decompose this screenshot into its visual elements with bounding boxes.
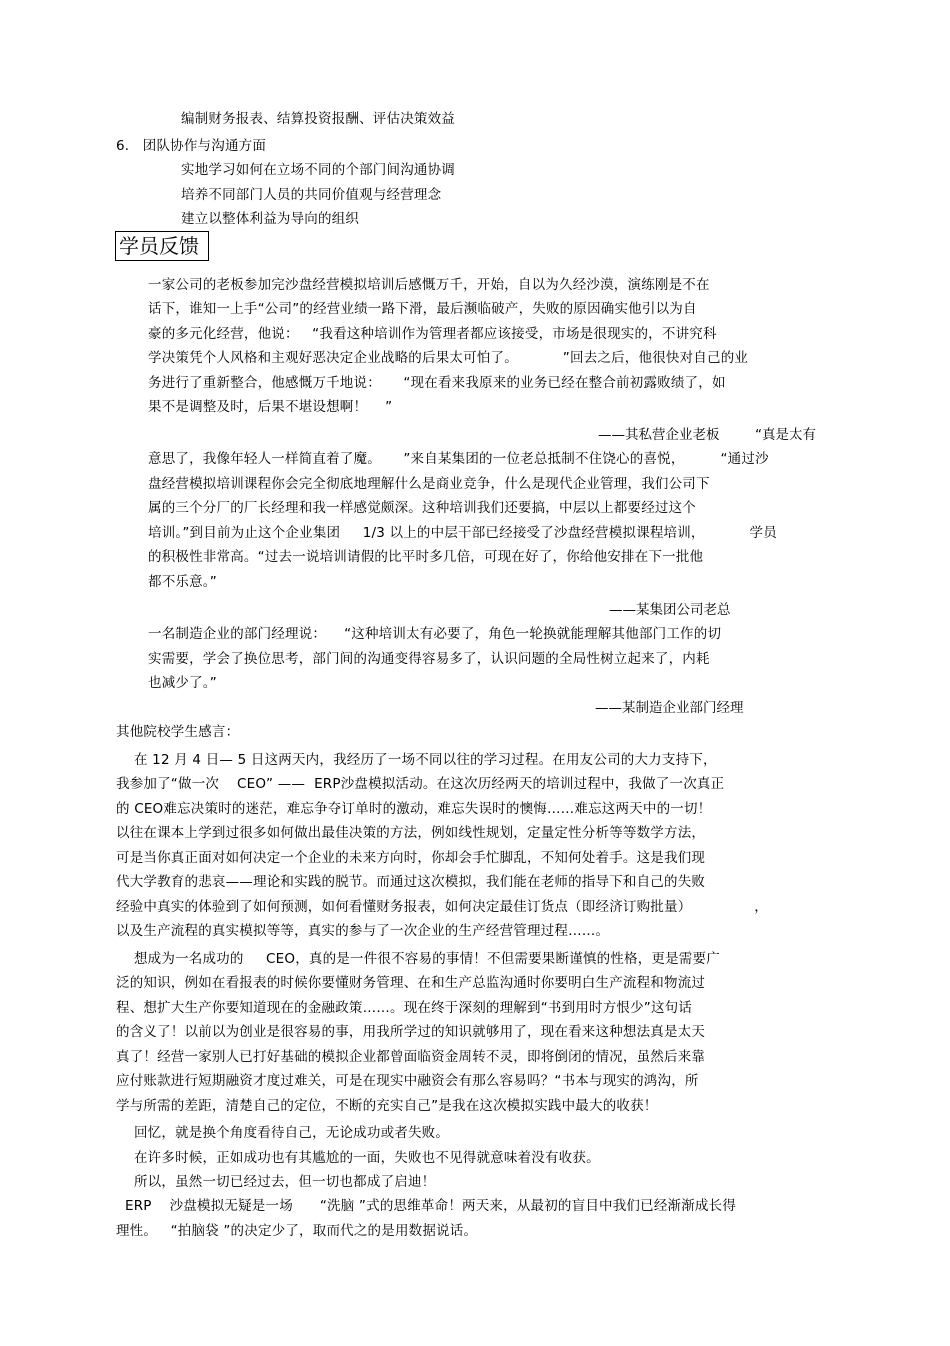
body-line: 程、想扩大生产你要知道现在的金融政策……。现在终于深刻的理解到“书到用时方恨少”这句话	[116, 1000, 693, 1016]
body-line: 的 CEO难忘决策时的迷茫，难忘争夺订单时的激动，难忘失误时的懊悔……难忘这两天中的一切！	[116, 801, 712, 817]
quote-line: 也减少了。”	[148, 675, 217, 691]
body-line: 学与所需的差距，清楚自己的定位，不断的充实自己”是我在这次模拟实践中最大的收获！	[116, 1098, 658, 1114]
quote-line: 务进行了重新整合，他感慨万千地说： “现在看来我原来的业务已经在整合前初露败绩了，如	[148, 375, 726, 391]
signature-2: ——某集团公司老总	[609, 602, 731, 618]
quote-line: 的积极性非常高。“过去一说培训请假的比平时多几倍，可现在好了，你给他安排在下一批他	[148, 549, 704, 565]
body-line: 的含义了！以前以为创业是很容易的事，用我所学过的知识就够用了，现在看来这种想法真是太天	[116, 1024, 706, 1040]
section-6-item: 培养不同部门人员的共同价值观与经营理念	[181, 187, 442, 203]
body-line: 理性。 “拍脑袋 ”的决定少了，取而代之的是用数据说话。	[116, 1223, 478, 1239]
body-line: 在 12 月 4 日— 5 日这两天内，我经历了一场不同以往的学习过程。在用友公司的大力支持下，	[116, 752, 717, 768]
body-line: 可是当你真正面对如何决定一个企业的未来方向时，你却会手忙脚乱，不知何处着手。这是我们现	[116, 850, 706, 866]
quote-line: 意思了，我像年轻人一样简直着了魔。 ”来自某集团的一位老总抵制不住饶心的喜悦， “通过沙	[148, 451, 769, 467]
quote-2-head: “真是太有	[755, 427, 816, 443]
body-line: 在许多时候，正如成功也有其尴尬的一面，失败也不见得就意味着没有收获。	[116, 1150, 600, 1166]
signature-1: ——其私营企业老板	[598, 427, 720, 443]
section-6-item: 实地学习如何在立场不同的个部门间沟通协调	[181, 162, 455, 178]
quote-line: 培训。”到目前为止这个企业集团 1/3 以上的中层干部已经接受了沙盘经营模拟课程培训， 学员	[148, 525, 777, 541]
body-line: 泛的知识，例如在看报表的时候你要懂财务管理、在和生产总监沟通时你要明白生产流程和物流过	[116, 975, 706, 991]
quote-line: 豪的多元化经营，他说： “我看这种培训作为管理者都应该接受，市场是很现实的，不讲究科	[148, 326, 717, 342]
body-line: 所以，虽然一切已经过去，但一切也都成了启迪！	[116, 1174, 436, 1190]
top-item: 编制财务报表、结算投资报酬、评估决策效益	[181, 111, 455, 127]
section-6-title: 6. 团队协作与沟通方面	[116, 138, 267, 154]
body-line: 回忆，就是换个角度看待自己，无论成功或者失败。	[116, 1125, 450, 1141]
quote-line: 话下，谁知一上手“公司”的经营业绩一路下滑，最后濒临破产，失败的原因确实他引以为自	[148, 301, 697, 317]
body-line: 真了！经营一家别人已打好基础的模拟企业都曾面临资金周转不灵，即将倒闭的情况，虽然后来靠	[116, 1049, 706, 1065]
signature-3: ——某制造企业部门经理	[595, 700, 744, 716]
quote-line: 一名制造企业的部门经理说： “这种培训太有必要了，角色一轮换就能理解其他部门工作的切	[148, 626, 722, 642]
body-line: 想成为一名成功的 CEO，真的是一件很不容易的事情！不但需要果断谨慎的性格，更是需要广	[116, 951, 720, 967]
body-line: 应付账款进行短期融资才度过难关，可是在现实中融资会有那么容易吗？“书本与现实的鸿沟，所	[116, 1073, 699, 1089]
quote-line: 实需要，学会了换位思考，部门间的沟通变得容易多了，认识问题的全局性树立起来了，内耗	[148, 651, 710, 667]
quote-line: 都不乐意。”	[148, 574, 217, 590]
others-title: 其他院校学生感言：	[116, 724, 240, 740]
feedback-heading: 学员反馈	[115, 231, 209, 261]
body-line: ERP 沙盘模拟无疑是一场 “洗脑 ”式的思维革命！两天来，从最初的盲目中我们已经渐渐成长得	[116, 1198, 737, 1214]
body-line: 我参加了“做一次 CEO” —— ERP沙盘模拟活动。在这次历经两天的培训过程中，我做了一次真正	[116, 776, 725, 792]
quote-line: 一家公司的老板参加完沙盘经营模拟培训后感慨万千，开始，自以为久经沙漠，演练刚是不在	[148, 277, 710, 293]
quote-line: 学决策凭个人风格和主观好恶决定企业战略的后果太可怕了。 ”回去之后，他很快对自己的业	[148, 350, 749, 366]
quote-line: 果不是调整及时，后果不堪设想啊！ ”	[148, 399, 393, 415]
quote-line: 盘经营模拟培训课程你会完全彻底地理解什么是商业竞争，什么是现代企业管理，我们公司下	[148, 476, 710, 492]
body-line: 代大学教育的悲哀——理论和实践的脱节。而通过这次模拟，我们能在老师的指导下和自己的失败	[116, 874, 706, 890]
body-line: 以往在课本上学到过很多如何做出最佳决策的方法，例如线性规划，定量定性分析等等数学方法，	[116, 825, 706, 841]
body-line: 以及生产流程的真实模拟等等，真实的参与了一次企业的生产经营管理过程……。	[116, 923, 610, 939]
quote-line: 属的三个分厂的厂长经理和我一样感觉颇深。这种培训我们还要搞，中层以上都要经过这个	[148, 500, 696, 516]
section-6-item: 建立以整体利益为导向的组织	[181, 211, 360, 227]
body-line: 经验中真实的体验到了如何预测，如何看懂财务报表，如何决定最佳订货点（即经济订购批量） ，	[116, 899, 768, 915]
